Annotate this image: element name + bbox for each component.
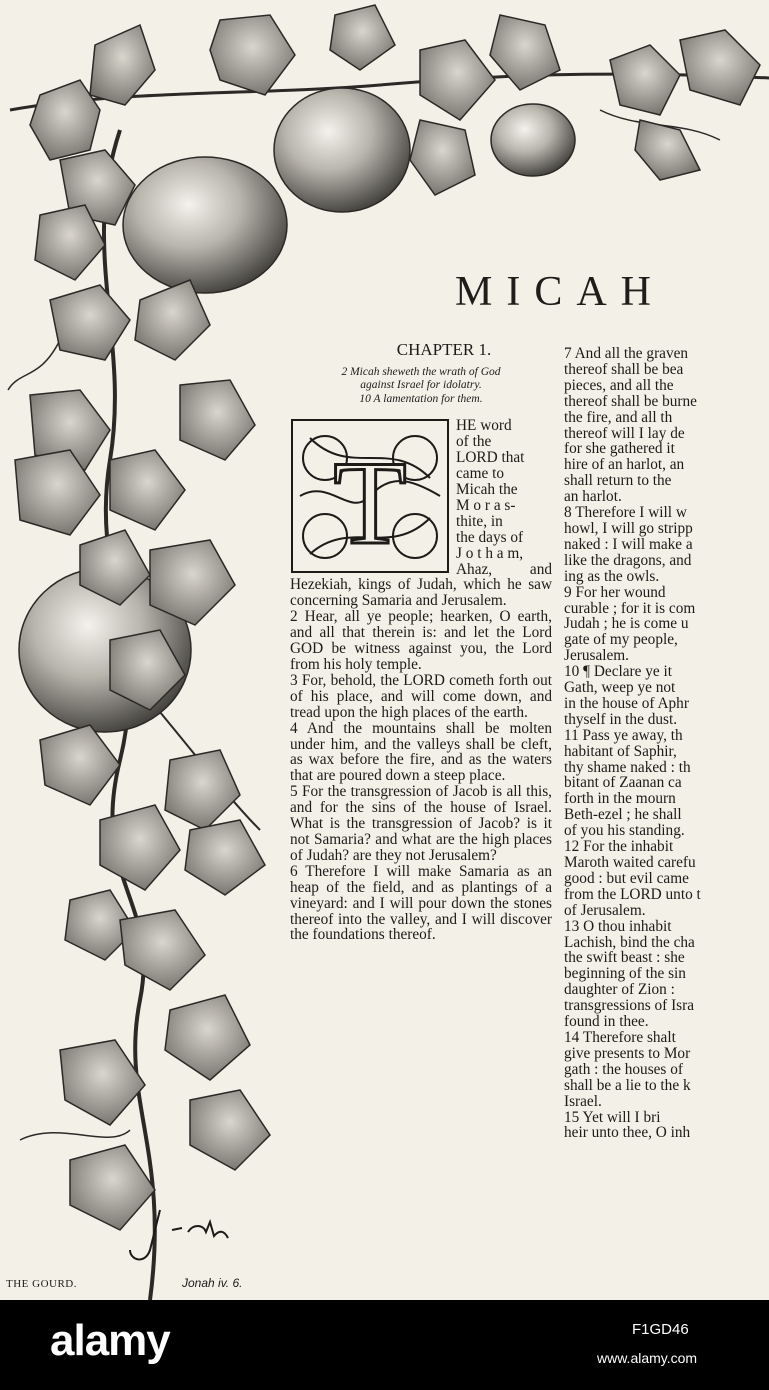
verse-line: 8 Therefore I will w (564, 504, 687, 522)
verse-line: in the house of Aphr (564, 694, 689, 712)
verse-5: 5 For the transgression of Jacob is all this, and for the sins of the house of Israel. What is the transgression of Jacob? is it not Samaria? and what are the high places of Judah? are they not Jerusalem? (290, 783, 552, 864)
verse-line: bitant of Zaanan ca (564, 774, 682, 792)
illustration-caption: THE GOURD. (6, 1278, 77, 1290)
verse-line: came to (456, 465, 504, 483)
verse-line: Lachish, bind the cha (564, 933, 695, 951)
verse-line: the fire, and all th (564, 408, 673, 426)
drop-cap-letter: T (333, 436, 407, 570)
verse-line: thereof will I lay de (564, 424, 685, 442)
watermark-url: www.alamy.com (597, 1350, 698, 1366)
verse-line: beginning of the sin (564, 965, 686, 983)
verse-line: thy shame naked : th (564, 758, 691, 776)
verse-line: like the dragons, and (564, 551, 692, 569)
verse-line: thite, in (456, 512, 503, 530)
verse-3: 3 For, behold, the LORD cometh forth out of his place, and will come down, and tread upon the high places of the earth. (290, 671, 552, 721)
summary-line: 2 Micah sheweth the wrath of God (341, 365, 501, 378)
verse-line: ing as the owls. (564, 567, 660, 585)
verse-line: transgressions of Isra (564, 997, 694, 1015)
verse-line: of the (456, 433, 492, 451)
chapter-summary (290, 366, 552, 407)
verse-line: pieces, and all the (564, 376, 674, 394)
verse-line: thereof shall be bea (564, 360, 684, 378)
text-column-1 (290, 342, 552, 943)
watermark-brand: alamy (50, 1316, 170, 1365)
verse-line: naked : I will make a (564, 535, 693, 553)
verse-2: 2 Hear, all ye people; hearken, O earth, and all that therein is: and let the Lord GOD be witness against you, the Lord from his holy temple. (290, 608, 552, 673)
chapter-heading: CHAPTER 1. (396, 340, 492, 359)
verse-4: 4 And the mountains shall be molten under him, and the valleys shall be cleft, as wax before the fire, and as the waters that are poured down a steep place. (290, 719, 552, 785)
verse-line: found in thee. (564, 1013, 649, 1031)
verse-line: hire of an harlot, an (564, 456, 685, 474)
verse-line: heir unto thee, O inh (564, 1124, 691, 1142)
verse-line: HE word (456, 417, 512, 435)
verse-line: curable ; for it is com (564, 599, 696, 617)
verse-line: shall be a lie to the k (564, 1076, 691, 1094)
verse-line: Maroth waited carefu (564, 854, 696, 871)
verse-line: of you his standing. (564, 822, 685, 840)
verse-line: 9 For her wound (564, 583, 666, 601)
verse-line: LORD that (456, 449, 525, 467)
verse-line: an harlot. (564, 488, 622, 506)
verse-line: Beth-ezel ; he shall (564, 806, 682, 824)
verse-line: 14 Therefore shalt (564, 1028, 676, 1046)
verse-line: of Jerusalem. (564, 901, 646, 919)
verse-6: 6 Therefore I will make Samaria as an heap of the field, and as plantings of a vineyard: and I will pour down the stones thereof into the valley, and I will discover the foundations thereof. (290, 862, 552, 944)
verse-line: 10 ¶ Declare ye it (564, 663, 673, 681)
signature-mark (130, 1210, 228, 1259)
summary-line: 10 A lamentation for them. (359, 392, 483, 405)
verse-line: good : but evil came (564, 869, 689, 887)
verse-line: 7 And all the graven (564, 345, 689, 362)
verse-line: J o t h a m, (456, 544, 524, 562)
verse-line: thyself in the dust. (564, 710, 678, 728)
verse-line: daughter of Zion : (564, 981, 675, 999)
verse-line: for she gathered it (564, 440, 675, 458)
verse-line: 15 Yet will I bri (564, 1108, 661, 1126)
verse-line: the swift beast : she (564, 949, 685, 967)
verse-line: 13 O thou inhabit (564, 917, 672, 935)
book-title: MICAH (455, 269, 666, 315)
verse-line: give presents to Mor (564, 1044, 691, 1062)
summary-line: against Israel for idolatry. (360, 379, 482, 392)
verse-line: Gath, weep ye not (564, 679, 676, 697)
verse-line: Micah the (456, 481, 518, 499)
verse-line: gate of my people, (564, 631, 678, 649)
verse-line: howl, I will go stripp (564, 519, 693, 537)
verse-line: Israel. (564, 1092, 602, 1110)
verse-line: Jerusalem. (564, 647, 629, 665)
verse-1-continuation: Ahaz, and Hezekiah, kings of Judah, which he saw concerning Samaria and Jerusalem. (290, 560, 552, 610)
image-code: F1GD46 (632, 1321, 689, 1338)
verse-line: thereof shall be burne (564, 392, 697, 410)
verse-line: from the LORD unto t (564, 885, 701, 903)
verse-line: M o r a s- (456, 496, 516, 514)
illustration-reference: Jonah iv. 6. (182, 1276, 243, 1290)
verse-line: forth in the mourn (564, 790, 676, 808)
text-column-2 (564, 346, 769, 1141)
verse-line: gath : the houses of (564, 1060, 683, 1078)
drop-cap-ornament (290, 418, 450, 574)
verse-line: habitant of Saphir, (564, 742, 677, 760)
verse-line: 12 For the inhabit (564, 838, 674, 856)
verse-line: the days of (456, 528, 524, 546)
verse-line: Judah ; he is come u (564, 615, 689, 633)
verse-line: 11 Pass ye away, th (564, 726, 683, 744)
verse-line: shall return to the (564, 472, 672, 490)
